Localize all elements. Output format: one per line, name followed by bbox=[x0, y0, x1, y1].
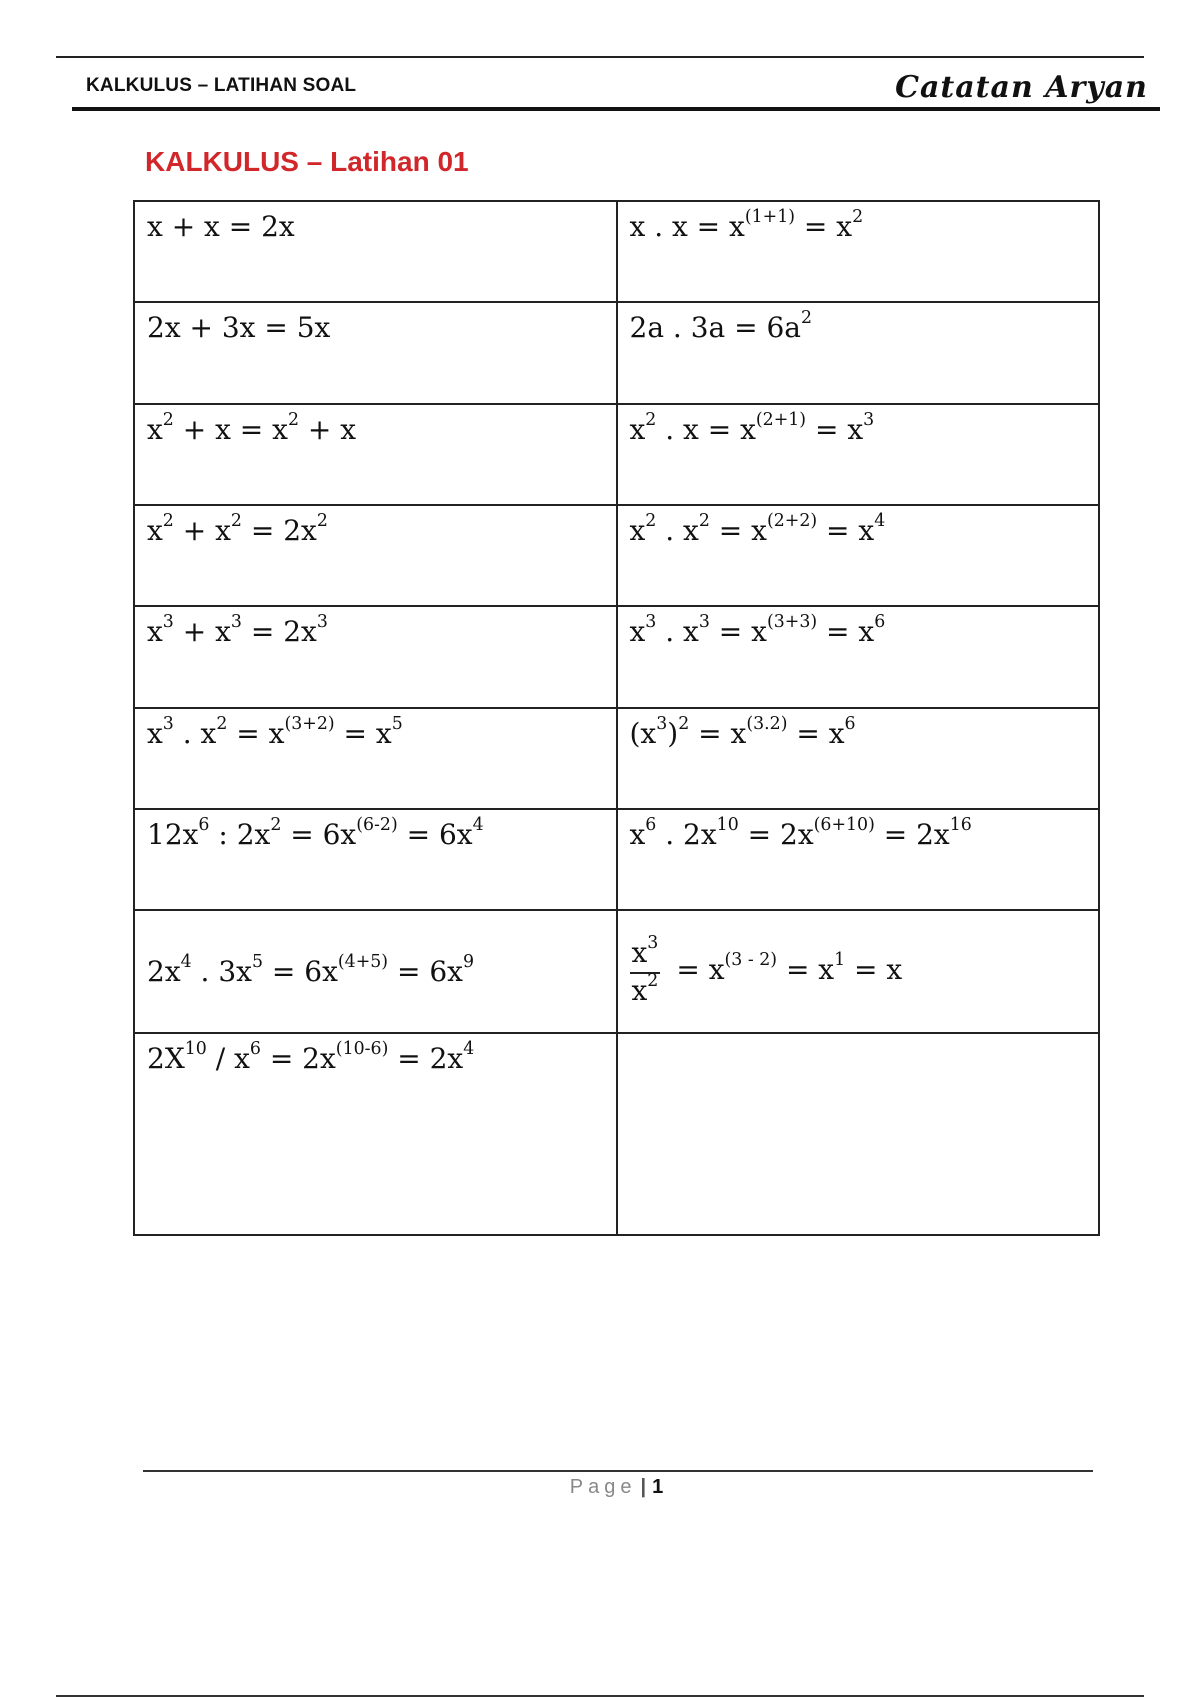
expr-cell: x + x = 2x bbox=[134, 201, 617, 302]
expr-cell: x . $x = x^{(1+1)} = x^2$ bbox=[617, 201, 1100, 302]
expr-cell: $2x^4$ . $3x^5 = 6x^{(4+5)} = 6x^9$ bbox=[134, 910, 617, 1033]
expr-cell: 2a . $3a = 6a^2$ bbox=[617, 302, 1100, 404]
header-rule bbox=[72, 107, 1160, 111]
page-separator: | bbox=[640, 1476, 647, 1498]
table-row bbox=[134, 809, 1099, 910]
header-left-title: KALKULUS – LATIHAN SOAL bbox=[86, 75, 357, 96]
empty-cell bbox=[617, 1033, 1100, 1235]
page-number: 1 bbox=[652, 1476, 664, 1498]
table-row bbox=[134, 606, 1099, 708]
expr-cell: 2x + 3x = 5x bbox=[134, 302, 617, 404]
table-row bbox=[134, 1033, 1099, 1235]
header-right-brand: Catatan Aryan bbox=[895, 70, 1148, 105]
footer-rule bbox=[143, 1470, 1093, 1472]
fraction-result: = $x^{(3 - 2)} = x^1 = x$ bbox=[676, 950, 903, 986]
expr-cell: $x^3$ . $x^2 = x^{(3+2)} = x^5$ bbox=[134, 708, 617, 809]
fraction: $\frac{x^3}{x^2}$ bbox=[631, 933, 659, 1007]
exercise-table bbox=[133, 200, 1100, 1236]
table-row bbox=[134, 505, 1099, 606]
expr-cell: $x^3$ . $x^3 = x^{(3+3)} = x^6$ bbox=[617, 606, 1100, 708]
expr-cell: $(x^3)^2 = x^{(3.2)} = x^6$ bbox=[617, 708, 1100, 809]
expr-cell: $x^3 + x^3 = 2x^3$ bbox=[134, 606, 617, 708]
document-title: KALKULUS – Latihan 01 bbox=[145, 146, 469, 177]
page-footer bbox=[0, 1476, 1200, 1499]
expr-cell: $x^2 + x = x^2 + x$ bbox=[134, 404, 617, 505]
expr-cell: $x^2 + x^2 = 2x^2$ bbox=[134, 505, 617, 606]
expr-cell: $x^2$ . $x = x^{(2+1)} = x^3$ bbox=[617, 404, 1100, 505]
page-label: Page bbox=[569, 1476, 637, 1498]
table-row bbox=[134, 201, 1099, 302]
expr-cell: $x^6$ . $2x^{10} = 2x^{(6+10)} = 2x^{16}$ bbox=[617, 809, 1100, 910]
table-row bbox=[134, 302, 1099, 404]
table-row bbox=[134, 910, 1099, 1033]
expr-cell: $x^2$ . $x^2 = x^{(2+2)} = x^4$ bbox=[617, 505, 1100, 606]
bottom-rule bbox=[56, 1695, 1144, 1697]
table-row bbox=[134, 404, 1099, 505]
table-row bbox=[134, 708, 1099, 809]
fraction-cell bbox=[617, 910, 1100, 1033]
expr-cell: $2X^{10} / x^6 = 2x^{(10-6)} = 2x^4$ bbox=[134, 1033, 617, 1235]
top-rule bbox=[56, 56, 1144, 58]
expr-cell: $12x^6$ : $2x^2 = 6x^{(6-2)} = 6x^4$ bbox=[134, 809, 617, 910]
